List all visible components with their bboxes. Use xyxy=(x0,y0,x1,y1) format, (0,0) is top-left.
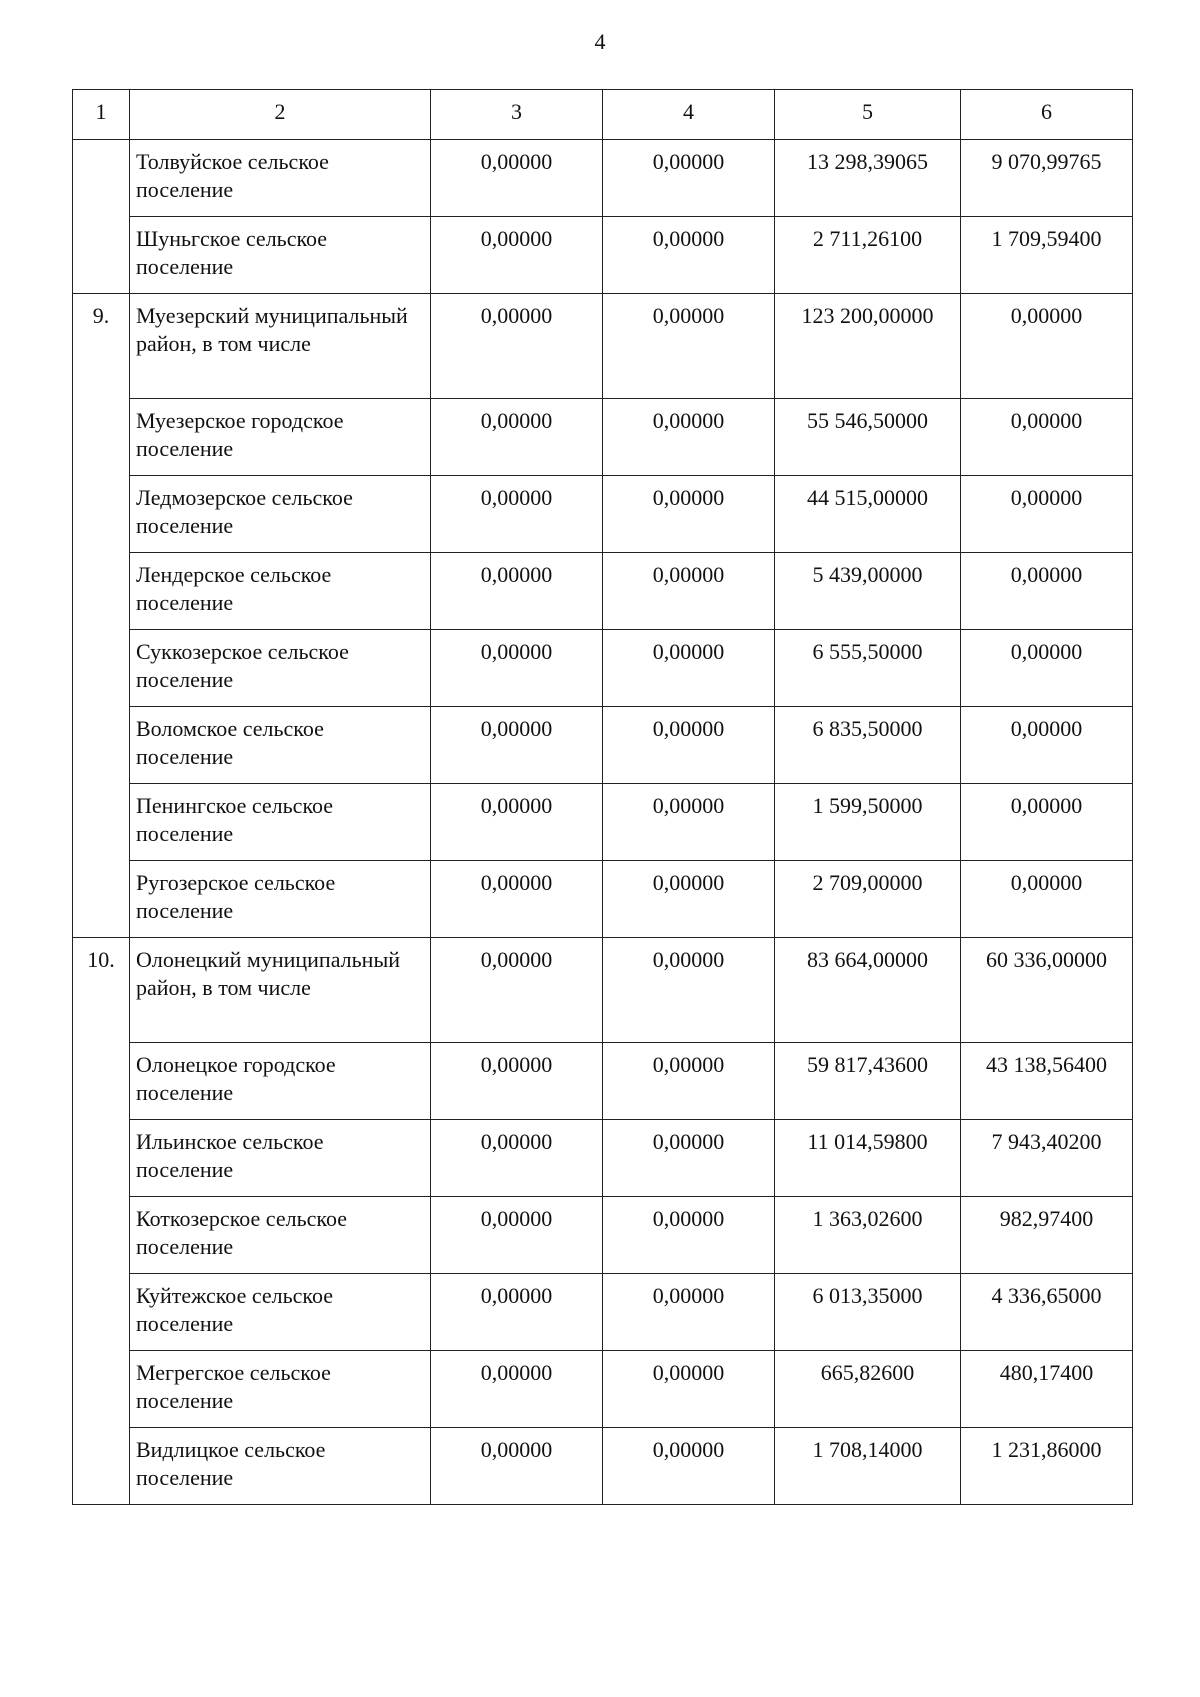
value-cell-col6: 0,00000 xyxy=(961,294,1133,399)
value-cell-col4: 0,00000 xyxy=(603,861,775,938)
table-row xyxy=(73,476,1133,553)
value-cell-col6: 0,00000 xyxy=(961,476,1133,553)
table-row xyxy=(73,1120,1133,1197)
value-cell-col3: 0,00000 xyxy=(431,861,603,938)
value-cell-col6: 43 138,56400 xyxy=(961,1043,1133,1120)
settlement-name-cell: Ледмозерское сельское поселение xyxy=(130,476,431,553)
value-cell-col6: 0,00000 xyxy=(961,553,1133,630)
value-cell-col6: 0,00000 xyxy=(961,630,1133,707)
table-row xyxy=(73,1351,1133,1428)
table-row xyxy=(73,1274,1133,1351)
value-cell-col5: 1 599,50000 xyxy=(775,784,961,861)
column-number-6: 6 xyxy=(961,90,1133,140)
table-row xyxy=(73,140,1133,217)
column-number-2: 2 xyxy=(130,90,431,140)
page-number: 4 xyxy=(594,29,606,54)
value-cell-col4: 0,00000 xyxy=(603,784,775,861)
settlement-name-cell: Коткозерское сельское поселение xyxy=(130,1197,431,1274)
value-cell-col3: 0,00000 xyxy=(431,1120,603,1197)
table-row xyxy=(73,707,1133,784)
table-row xyxy=(73,399,1133,476)
value-cell-col5: 6 835,50000 xyxy=(775,707,961,784)
value-cell-col3: 0,00000 xyxy=(431,399,603,476)
settlement-name-cell: Ильинское сельское поселение xyxy=(130,1120,431,1197)
column-number-5: 5 xyxy=(775,90,961,140)
value-cell-col5: 123 200,00000 xyxy=(775,294,961,399)
value-cell-col3: 0,00000 xyxy=(431,938,603,1043)
value-cell-col4: 0,00000 xyxy=(603,1120,775,1197)
value-cell-col6: 480,17400 xyxy=(961,1351,1133,1428)
value-cell-col5: 44 515,00000 xyxy=(775,476,961,553)
value-cell-col5: 83 664,00000 xyxy=(775,938,961,1043)
value-cell-col4: 0,00000 xyxy=(603,1428,775,1505)
column-number-4: 4 xyxy=(603,90,775,140)
value-cell-col5: 2 709,00000 xyxy=(775,861,961,938)
table-row xyxy=(73,784,1133,861)
value-cell-col4: 0,00000 xyxy=(603,1043,775,1120)
value-cell-col5: 1 363,02600 xyxy=(775,1197,961,1274)
value-cell-col3: 0,00000 xyxy=(431,294,603,399)
value-cell-col5: 2 711,26100 xyxy=(775,217,961,294)
value-cell-col5: 1 708,14000 xyxy=(775,1428,961,1505)
settlement-name-cell: Лендерское сельское поселение xyxy=(130,553,431,630)
value-cell-col6: 4 336,65000 xyxy=(961,1274,1133,1351)
value-cell-col5: 55 546,50000 xyxy=(775,399,961,476)
value-cell-col3: 0,00000 xyxy=(431,217,603,294)
value-cell-col3: 0,00000 xyxy=(431,476,603,553)
settlement-name-cell: Мегрегское сельское поселение xyxy=(130,1351,431,1428)
value-cell-col5: 6 555,50000 xyxy=(775,630,961,707)
value-cell-col6: 0,00000 xyxy=(961,861,1133,938)
value-cell-col3: 0,00000 xyxy=(431,140,603,217)
value-cell-col5: 13 298,39065 xyxy=(775,140,961,217)
value-cell-col6: 1 709,59400 xyxy=(961,217,1133,294)
column-number-1: 1 xyxy=(73,90,130,140)
value-cell-col6: 0,00000 xyxy=(961,784,1133,861)
value-cell-col4: 0,00000 xyxy=(603,938,775,1043)
value-cell-col5: 665,82600 xyxy=(775,1351,961,1428)
value-cell-col4: 0,00000 xyxy=(603,707,775,784)
column-number-3: 3 xyxy=(431,90,603,140)
value-cell-col5: 11 014,59800 xyxy=(775,1120,961,1197)
value-cell-col6: 0,00000 xyxy=(961,399,1133,476)
value-cell-col4: 0,00000 xyxy=(603,217,775,294)
value-cell-col3: 0,00000 xyxy=(431,1351,603,1428)
table-row xyxy=(73,1043,1133,1120)
district-row xyxy=(73,938,1133,1043)
value-cell-col4: 0,00000 xyxy=(603,553,775,630)
settlement-name-cell: Воломское сельское поселение xyxy=(130,707,431,784)
value-cell-col4: 0,00000 xyxy=(603,294,775,399)
value-cell-col4: 0,00000 xyxy=(603,1351,775,1428)
table-row xyxy=(73,1428,1133,1505)
value-cell-col4: 0,00000 xyxy=(603,399,775,476)
district-row xyxy=(73,294,1133,399)
value-cell-col3: 0,00000 xyxy=(431,630,603,707)
value-cell-col4: 0,00000 xyxy=(603,1274,775,1351)
table-row xyxy=(73,553,1133,630)
value-cell-col6: 9 070,99765 xyxy=(961,140,1133,217)
value-cell-col6: 982,97400 xyxy=(961,1197,1133,1274)
value-cell-col3: 0,00000 xyxy=(431,1043,603,1120)
value-cell-col5: 6 013,35000 xyxy=(775,1274,961,1351)
row-number-cell xyxy=(73,140,130,294)
settlement-name-cell: Суккозерское сельское поселение xyxy=(130,630,431,707)
value-cell-col3: 0,00000 xyxy=(431,1274,603,1351)
district-name-cell: Муезерский муниципальный район, в том числе xyxy=(130,294,431,399)
settlement-name-cell: Ругозерское сельское поселение xyxy=(130,861,431,938)
value-cell-col5: 59 817,43600 xyxy=(775,1043,961,1120)
value-cell-col6: 1 231,86000 xyxy=(961,1428,1133,1505)
value-cell-col6: 60 336,00000 xyxy=(961,938,1133,1043)
settlement-name-cell: Видлицкое сельское поселение xyxy=(130,1428,431,1505)
table-row xyxy=(73,217,1133,294)
settlement-name-cell: Куйтежское сельское поселение xyxy=(130,1274,431,1351)
table-row xyxy=(73,630,1133,707)
settlement-name-cell: Муезерское городское поселение xyxy=(130,399,431,476)
value-cell-col3: 0,00000 xyxy=(431,784,603,861)
value-cell-col3: 0,00000 xyxy=(431,707,603,784)
budget-table xyxy=(72,89,1133,1505)
value-cell-col4: 0,00000 xyxy=(603,140,775,217)
settlement-name-cell: Шуньгское сельское поселение xyxy=(130,217,431,294)
value-cell-col3: 0,00000 xyxy=(431,1197,603,1274)
value-cell-col4: 0,00000 xyxy=(603,476,775,553)
column-number-row xyxy=(73,90,1133,140)
row-number-cell: 10. xyxy=(73,938,130,1505)
table-row xyxy=(73,861,1133,938)
value-cell-col4: 0,00000 xyxy=(603,630,775,707)
district-name-cell: Олонецкий муниципальный район, в том числе xyxy=(130,938,431,1043)
value-cell-col3: 0,00000 xyxy=(431,1428,603,1505)
value-cell-col6: 7 943,40200 xyxy=(961,1120,1133,1197)
settlement-name-cell: Пенингское сельское поселение xyxy=(130,784,431,861)
value-cell-col5: 5 439,00000 xyxy=(775,553,961,630)
settlement-name-cell: Олонецкое городское поселение xyxy=(130,1043,431,1120)
value-cell-col6: 0,00000 xyxy=(961,707,1133,784)
value-cell-col4: 0,00000 xyxy=(603,1197,775,1274)
table-row xyxy=(73,1197,1133,1274)
row-number-cell: 9. xyxy=(73,294,130,938)
value-cell-col3: 0,00000 xyxy=(431,553,603,630)
settlement-name-cell: Толвуйское сельское поселение xyxy=(130,140,431,217)
